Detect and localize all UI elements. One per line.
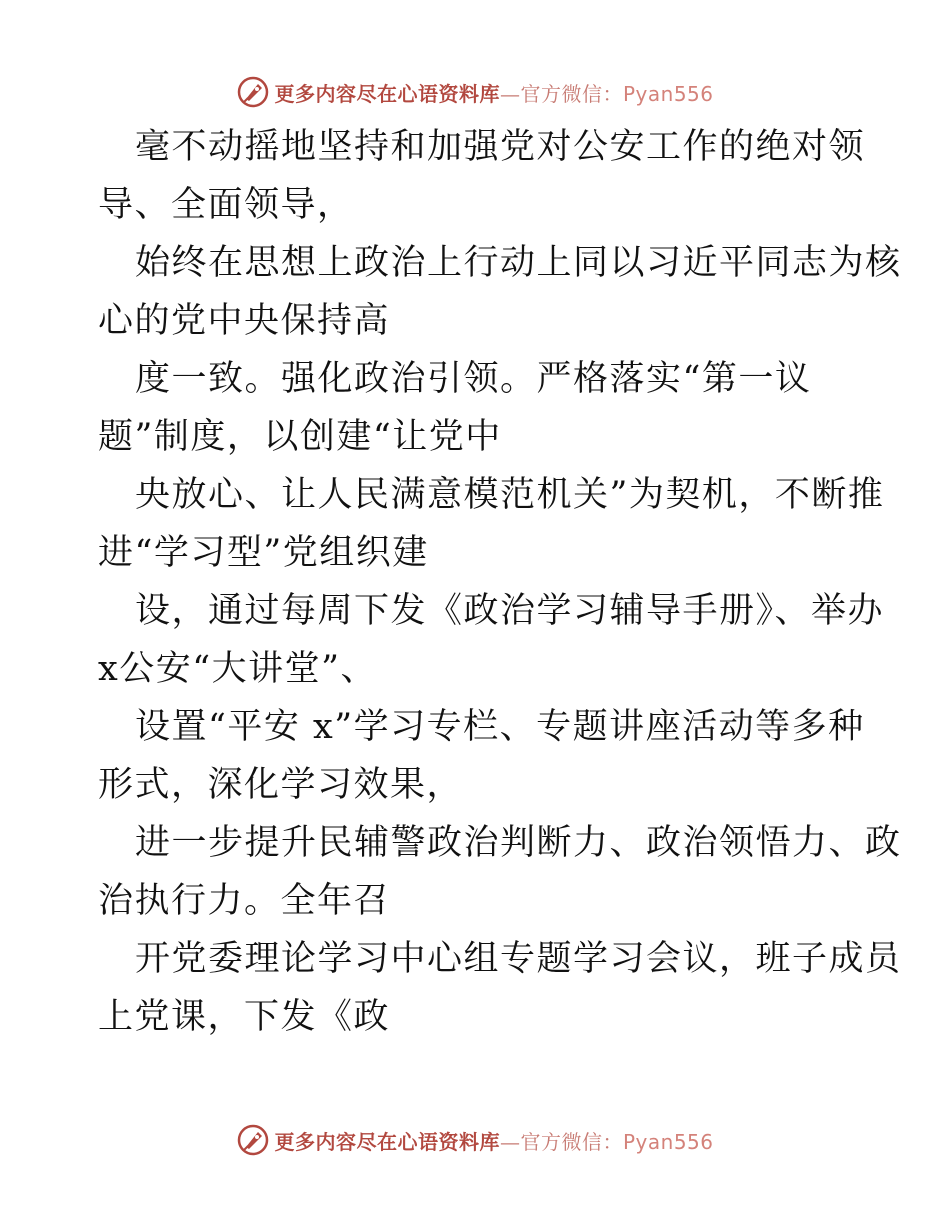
footer-watermark: [0, 1120, 950, 1160]
body-line: 度一致。强化政治引领。严格落实“第一议: [135, 359, 812, 399]
watermark-lead: 更多内容尽在心语资料库: [274, 1129, 500, 1154]
body-line: 毫不动摇地坚持和加强党对公安工作的绝对领: [135, 127, 866, 167]
body-line: 心的党中央保持高: [98, 301, 391, 341]
watermark-dash: —: [499, 81, 521, 106]
body-line: 题”制度，以创建“让党中: [98, 417, 502, 457]
body-line: 进“学习型”党组织建: [98, 533, 429, 573]
pen-nib-icon: [236, 1123, 270, 1157]
body-line: 进一步提升民辅警政治判断力、政治领悟力、政: [135, 823, 902, 863]
body-line: 始终在思想上政治上行动上同以习近平同志为核: [135, 243, 902, 283]
watermark-account: Pyan556: [622, 1129, 714, 1154]
watermark-text: [274, 78, 713, 107]
body-line: 上党课，下发《政: [98, 997, 391, 1037]
body-line: 设置“平安 x”学习专栏、专题讲座活动等多种: [135, 707, 865, 747]
body-line: 导、全面领导，: [98, 185, 354, 225]
watermark-middle: 官方微信：: [520, 1129, 623, 1154]
pen-nib-icon: [236, 75, 270, 109]
watermark-dash: —: [499, 1129, 521, 1154]
document-body: [0, 118, 950, 1046]
watermark-account: Pyan556: [622, 81, 714, 106]
body-line: 治执行力。全年召: [98, 881, 391, 921]
body-line: 设，通过每周下发《政治学习辅导手册》、举办: [135, 591, 885, 631]
body-line: x公安“大讲堂”、: [98, 649, 378, 689]
watermark-text: [274, 1126, 713, 1155]
header-watermark: [0, 72, 950, 112]
body-line: 形式，深化学习效果，: [98, 765, 464, 805]
body-line: 央放心、让人民满意模范机关”为契机，不断推: [135, 475, 885, 515]
watermark-lead: 更多内容尽在心语资料库: [274, 81, 500, 106]
watermark-middle: 官方微信：: [520, 81, 623, 106]
body-line: 开党委理论学习中心组专题学习会议，班子成员: [135, 939, 902, 979]
